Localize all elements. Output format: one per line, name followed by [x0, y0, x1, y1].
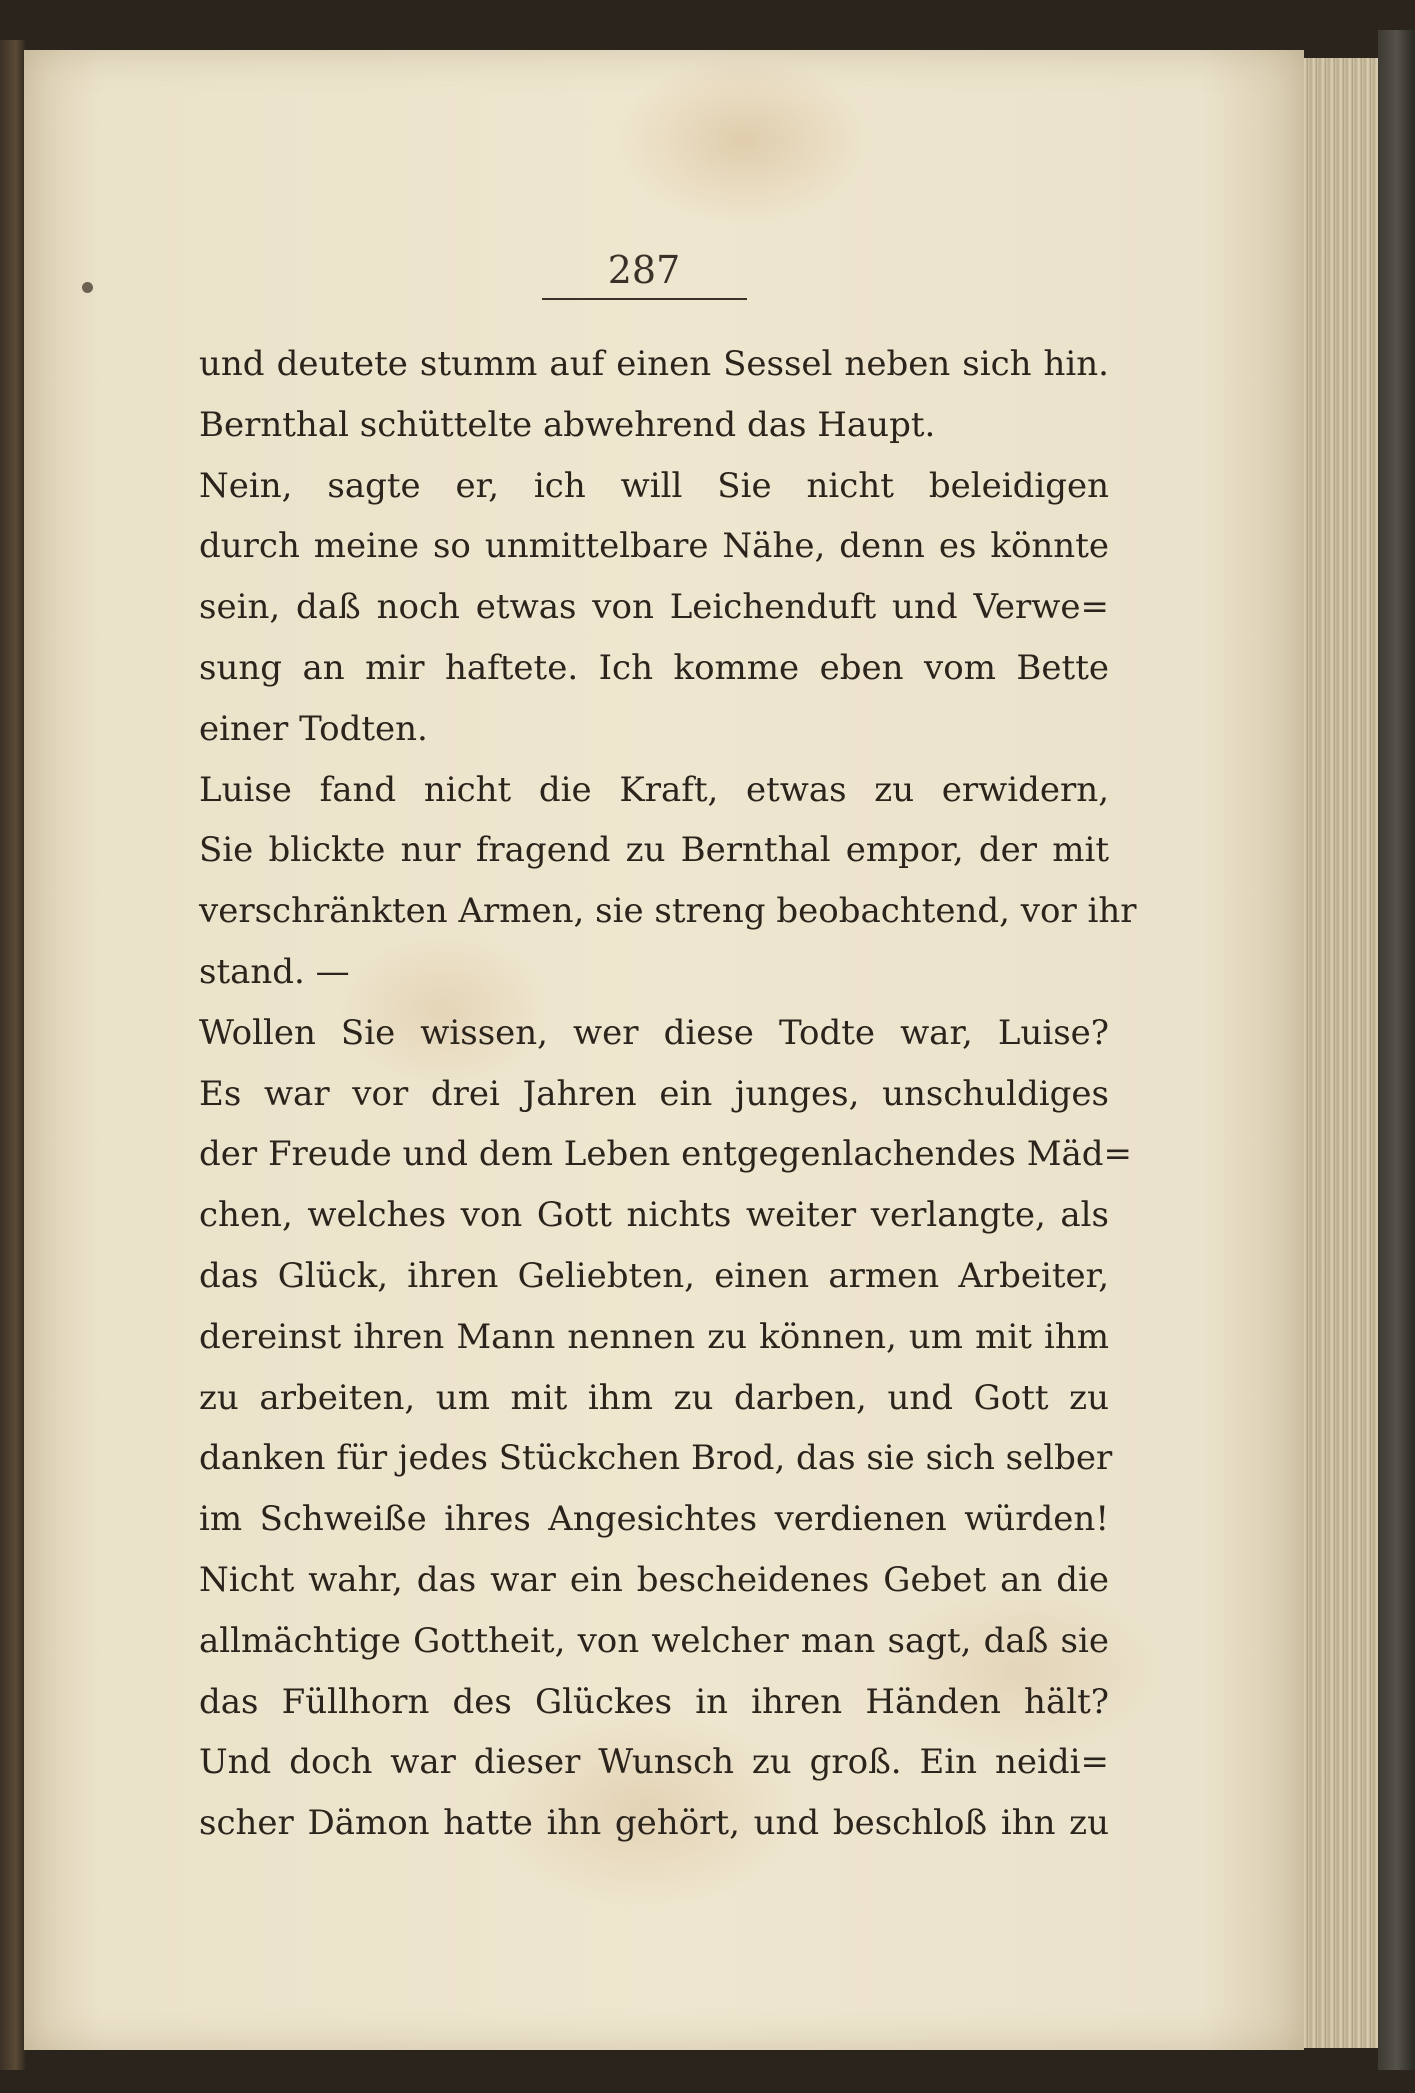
text-line: verschränkten Armen, sie streng beobachtend, vor ihr: [199, 891, 1137, 932]
text-line: Bernthal schüttelte abwehrend das Haupt.: [199, 404, 936, 445]
text-line: einer Todten.: [199, 708, 428, 749]
text-line: zu arbeiten, um mit ihm zu darben, und Gott zu: [199, 1377, 1109, 1418]
right-cover-edge: [1378, 30, 1415, 2070]
text-line: durch meine so unmittelbare Nähe, denn es könnte: [199, 526, 1109, 567]
text-line: scher Dämon hatte ihn gehört, und beschloß ihn zu: [199, 1803, 1109, 1844]
text-line: stand. —: [199, 951, 350, 992]
text-line: Es war vor drei Jahren ein junges, unschuldiges: [199, 1073, 1109, 1114]
text-line: der Freude und dem Leben entgegenlachendes Mäd=: [199, 1134, 1133, 1175]
page-number: 287: [607, 248, 681, 292]
ink-spot: [82, 282, 93, 293]
text-line: Sie blickte nur fragend zu Bernthal empor, der mit: [199, 830, 1109, 871]
text-line: und deutete stumm auf einen Sessel neben sich hin.: [199, 344, 1109, 384]
text-line: Nicht wahr, das war ein bescheidenes Gebet an die: [199, 1559, 1109, 1600]
page-block-edges: [1290, 58, 1390, 2048]
text-line: Wollen Sie wissen, wer diese Todte war, Luise?: [199, 1012, 1109, 1053]
text-line: danken für jedes Stückchen Brod, das sie sich selber: [199, 1438, 1113, 1479]
book-page: [24, 50, 1304, 2050]
text-line: Und doch war dieser Wunsch zu groß. Ein neidi=: [199, 1742, 1109, 1783]
text-line: allmächtige Gottheit, von welcher man sagt, daß sie: [199, 1620, 1109, 1661]
text-line: sung an mir haftete. Ich komme eben vom Bette: [199, 647, 1109, 688]
text-line: das Glück, ihren Geliebten, einen armen Arbeiter,: [199, 1255, 1109, 1296]
left-cover-edge: [0, 40, 26, 2070]
text-line: das Füllhorn des Glückes in ihren Händen hält?: [199, 1681, 1109, 1722]
text-line: dereinst ihren Mann nennen zu können, um mit ihm: [199, 1316, 1109, 1357]
text-line: sein, daß noch etwas von Leichenduft und Verwe=: [199, 587, 1109, 628]
header-rule: [542, 298, 747, 300]
text-line: Luise fand nicht die Kraft, etwas zu erwidern,: [199, 769, 1109, 810]
text-line: Nein, sagte er, ich will Sie nicht beleidigen: [199, 465, 1109, 506]
text-line: chen, welches von Gott nichts weiter verlangte, als: [199, 1195, 1109, 1236]
text-line: im Schweiße ihres Angesichtes verdienen würden!: [199, 1499, 1109, 1540]
body-text: [199, 334, 1137, 1854]
